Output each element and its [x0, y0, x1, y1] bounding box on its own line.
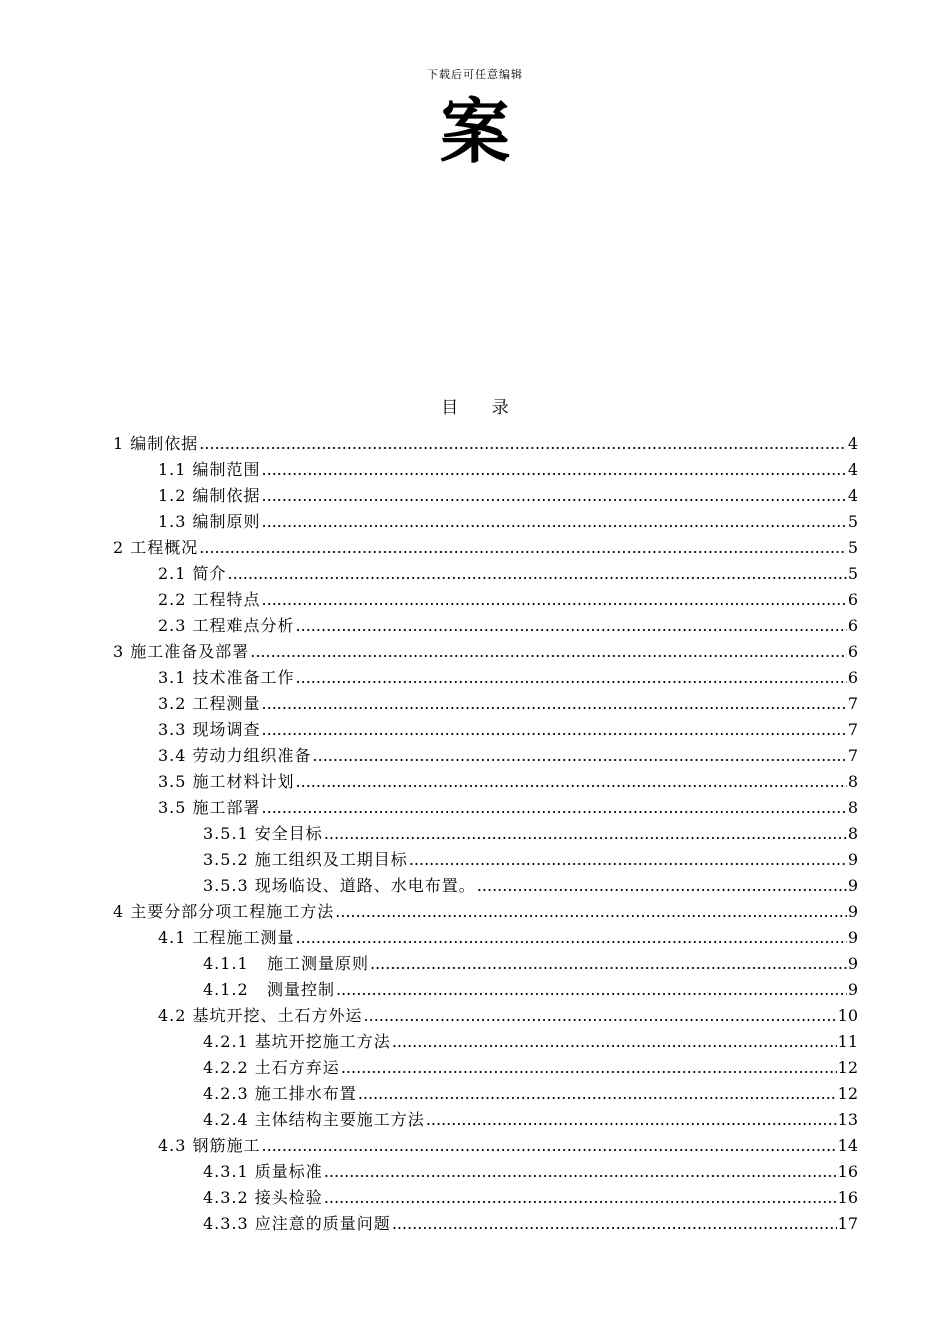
toc-entry-label: 2.1 简介	[158, 564, 227, 583]
toc-entry-page: 9	[847, 980, 858, 999]
toc-entry-page: 4	[847, 434, 858, 453]
toc-entry-page: 11	[837, 1032, 858, 1051]
toc-entry[interactable]	[158, 925, 858, 951]
toc-leader-dots	[262, 587, 847, 613]
toc-entry-label: 3.5 施工材料计划	[158, 772, 295, 791]
toc-leader-dots	[336, 977, 847, 1003]
toc-leader-dots	[409, 847, 847, 873]
toc-entry-label: 4.1.1 施工测量原则	[203, 954, 369, 973]
toc-entry-label: 3.3 现场调查	[158, 720, 261, 739]
toc-leader-dots	[296, 925, 847, 951]
toc-leader-dots	[324, 821, 847, 847]
toc-entry-label: 4.3.1 质量标准	[203, 1162, 323, 1181]
toc-entry[interactable]	[158, 1003, 858, 1029]
toc-entry[interactable]	[158, 613, 858, 639]
toc-entry-page: 13	[837, 1110, 858, 1129]
toc-entry-page: 4	[847, 460, 858, 479]
toc-leader-dots	[313, 743, 847, 769]
toc-leader-dots	[262, 1133, 837, 1159]
toc-entry-page: 5	[847, 538, 858, 557]
toc-entry[interactable]	[158, 1133, 858, 1159]
toc-entry-page: 14	[837, 1136, 858, 1155]
toc-leader-dots	[364, 1003, 837, 1029]
toc-entry[interactable]	[158, 587, 858, 613]
toc-leader-dots	[324, 1159, 837, 1185]
toc-entry-page: 12	[837, 1058, 858, 1077]
toc-entry[interactable]	[203, 1211, 858, 1237]
toc-entry[interactable]	[203, 1107, 858, 1133]
toc-entry-label: 3.5 施工部署	[158, 798, 261, 817]
toc-entry[interactable]	[203, 1029, 858, 1055]
toc-entry[interactable]	[203, 1185, 858, 1211]
toc-entry[interactable]	[203, 847, 858, 873]
toc-entry-label: 1.2 编制依据	[158, 486, 261, 505]
toc-entry-page: 12	[837, 1084, 858, 1103]
toc-entry-page: 4	[847, 486, 858, 505]
toc-leader-dots	[392, 1029, 837, 1055]
toc-entry[interactable]	[158, 561, 858, 587]
toc-entry[interactable]	[203, 977, 858, 1003]
toc-leader-dots	[341, 1055, 837, 1081]
toc-entry[interactable]	[203, 1055, 858, 1081]
toc-entry-label: 4.2.3 施工排水布置	[203, 1084, 357, 1103]
toc-entry-label: 4.1.2 测量控制	[203, 980, 335, 999]
toc-entry-label: 3.1 技术准备工作	[158, 668, 295, 687]
toc-leader-dots	[228, 561, 847, 587]
title-fragment: 案	[440, 91, 510, 173]
toc-entry-page: 7	[847, 720, 858, 739]
toc-leader-dots	[262, 795, 847, 821]
toc-entry-page: 8	[847, 824, 858, 843]
toc-entry-page: 9	[847, 954, 858, 973]
toc-leader-dots	[358, 1081, 837, 1107]
toc-entry-page: 5	[847, 564, 858, 583]
toc-entry[interactable]	[158, 483, 858, 509]
toc-entry-page: 9	[847, 928, 858, 947]
toc-entry[interactable]	[203, 873, 858, 899]
toc-leader-dots	[324, 1185, 837, 1211]
toc-entry[interactable]	[203, 1081, 858, 1107]
toc-heading: 目 录	[441, 398, 523, 418]
toc-leader-dots	[262, 691, 847, 717]
toc-entry[interactable]	[203, 821, 858, 847]
toc-entry[interactable]	[158, 665, 858, 691]
toc-entry[interactable]	[113, 431, 858, 457]
toc-leader-dots	[262, 483, 847, 509]
toc-entry-label: 2 工程概况	[113, 538, 199, 557]
toc-entry[interactable]	[113, 899, 858, 925]
toc-leader-dots	[262, 717, 847, 743]
toc-entry-page: 8	[847, 798, 858, 817]
toc-entry-label: 3.2 工程测量	[158, 694, 261, 713]
toc-leader-dots	[262, 457, 847, 483]
toc-entry[interactable]	[113, 535, 858, 561]
toc-entry-page: 16	[837, 1188, 858, 1207]
toc-leader-dots	[392, 1211, 837, 1237]
toc-leader-dots	[335, 899, 847, 925]
toc-leader-dots	[296, 769, 847, 795]
toc-entry-label: 2.3 工程难点分析	[158, 616, 295, 635]
toc-entry-label: 3.5.1 安全目标	[203, 824, 323, 843]
toc-entry[interactable]	[158, 691, 858, 717]
toc-entry-page: 10	[837, 1006, 858, 1025]
toc-entry[interactable]	[203, 951, 858, 977]
toc-entry-page: 8	[847, 772, 858, 791]
toc-entry[interactable]	[158, 509, 858, 535]
toc-entry-label: 4.3.3 应注意的质量问题	[203, 1214, 391, 1233]
toc-entry-page: 5	[847, 512, 858, 531]
toc-leader-dots	[477, 873, 847, 899]
toc-entry-page: 9	[847, 876, 858, 895]
toc-entry-page: 7	[847, 694, 858, 713]
toc-leader-dots	[296, 613, 847, 639]
toc-leader-dots	[199, 431, 847, 457]
toc-leader-dots	[370, 951, 847, 977]
toc-entry-label: 4.2.4 主体结构主要施工方法	[203, 1110, 425, 1129]
toc-entry-label: 4.2.1 基坑开挖施工方法	[203, 1032, 391, 1051]
toc-entry-page: 6	[847, 616, 858, 635]
toc-entry-label: 4.3.2 接头检验	[203, 1188, 323, 1207]
toc-leader-dots	[199, 535, 847, 561]
toc-leader-dots	[250, 639, 847, 665]
toc-entry[interactable]	[113, 639, 858, 665]
toc-leader-dots	[262, 509, 847, 535]
toc-entry-label: 3 施工准备及部署	[113, 642, 250, 661]
toc-entry[interactable]	[158, 795, 858, 821]
toc-entry[interactable]	[158, 743, 858, 769]
toc-entry-page: 6	[847, 668, 858, 687]
toc-entry-label: 1 编制依据	[113, 434, 199, 453]
toc-entry-label: 4.1 工程施工测量	[158, 928, 295, 947]
toc-entry-label: 1.3 编制原则	[158, 512, 261, 531]
toc-leader-dots	[426, 1107, 837, 1133]
header-note: 下载后可任意编辑	[427, 68, 523, 81]
toc-entry-page: 9	[847, 850, 858, 869]
toc-entry-page: 17	[837, 1214, 858, 1233]
toc-leader-dots	[296, 665, 847, 691]
toc-entry-label: 4.3 钢筋施工	[158, 1136, 261, 1155]
toc-entry[interactable]	[203, 1159, 858, 1185]
toc-entry[interactable]	[158, 457, 858, 483]
toc-entry-page: 7	[847, 746, 858, 765]
toc-entry-label: 4.2.2 土石方弃运	[203, 1058, 340, 1077]
toc-entry-label: 2.2 工程特点	[158, 590, 261, 609]
toc-entry-page: 6	[847, 642, 858, 661]
toc-entry-label: 4 主要分部分项工程施工方法	[113, 902, 335, 921]
toc-entry-label: 3.5.2 施工组织及工期目标	[203, 850, 408, 869]
toc-entry-label: 3.5.3 现场临设、道路、水电布置。	[203, 876, 476, 895]
toc-entry-page: 6	[847, 590, 858, 609]
toc-entry-label: 3.4 劳动力组织准备	[158, 746, 312, 765]
toc-entry-label: 4.2 基坑开挖、土石方外运	[158, 1006, 363, 1025]
toc-entry-label: 1.1 编制范围	[158, 460, 261, 479]
toc-entry[interactable]	[158, 717, 858, 743]
toc-entry[interactable]	[158, 769, 858, 795]
toc-entry-page: 9	[847, 902, 858, 921]
toc-entry-page: 16	[837, 1162, 858, 1181]
